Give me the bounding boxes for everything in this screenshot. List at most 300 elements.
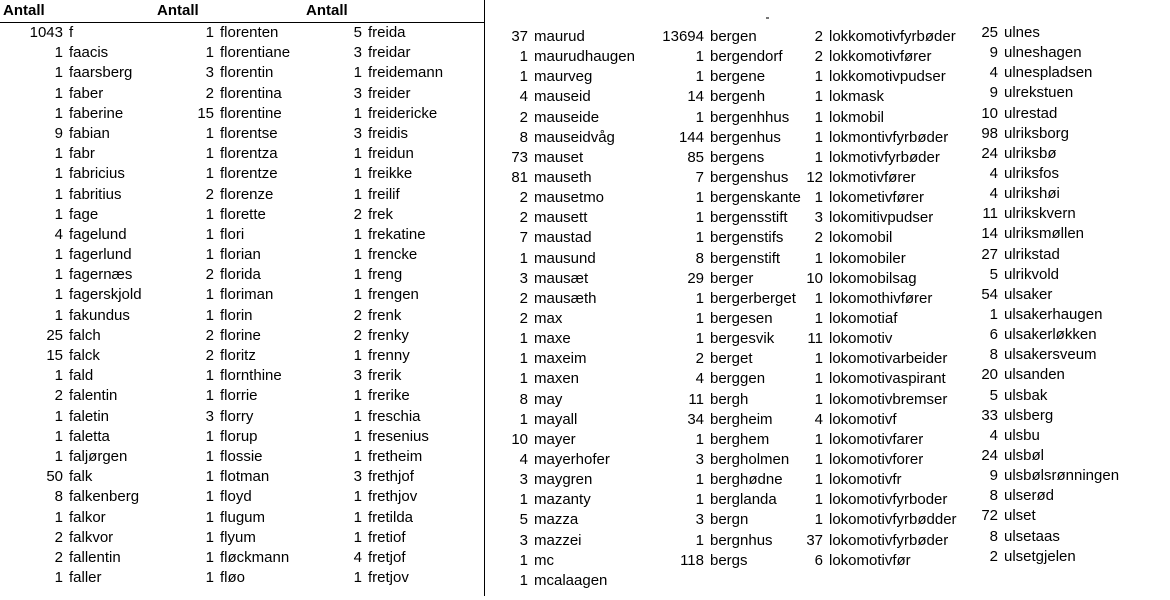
list-item [960, 43, 1119, 63]
list-item [490, 571, 635, 591]
name-value: lokomobilsag [829, 269, 917, 287]
count-value: 3 [814, 209, 823, 227]
list-item [800, 369, 957, 389]
clipped-text-fragment [766, 17, 769, 19]
count-value: 1 [814, 249, 823, 267]
name-value: faller [69, 569, 102, 587]
name-value: ulriksmøllen [1004, 225, 1085, 243]
right-column-4 [960, 23, 1119, 567]
count-value: 6 [989, 326, 998, 344]
count-value: 1 [353, 185, 362, 203]
list-item [490, 490, 635, 510]
count-value: 1 [814, 511, 823, 529]
name-value: florentine [220, 104, 282, 122]
count-value: 1 [205, 24, 214, 41]
count-value: 3 [205, 64, 214, 82]
name-value: lokomotivfyrbøder [829, 531, 949, 549]
count-value: 1 [205, 548, 214, 566]
name-value: ulrikvold [1004, 265, 1060, 283]
name-value: frek [368, 205, 394, 223]
name-value: bergens [710, 148, 765, 166]
count-value: 1 [519, 491, 528, 509]
count-value: 1 [353, 104, 362, 122]
name-value: freidar [368, 44, 411, 62]
count-value: 3 [519, 471, 528, 489]
count-value: 2 [519, 309, 528, 327]
name-value: ulsbak [1004, 386, 1048, 404]
name-value: lokometivfører [829, 189, 925, 207]
count-value: 2 [519, 189, 528, 207]
list-item [0, 487, 443, 507]
list-item [490, 410, 635, 430]
list-item [640, 551, 801, 571]
list-item [0, 225, 443, 245]
list-item [640, 188, 801, 208]
name-value: lokmotivfyrbøder [829, 148, 940, 166]
name-value: frenny [368, 347, 410, 364]
count-value: 1 [814, 350, 823, 368]
count-value: 4 [989, 64, 998, 82]
name-value: lokomotivaspirant [829, 370, 946, 388]
count-value: 2 [695, 350, 704, 368]
list-item [0, 124, 443, 144]
name-value: ulsaker [1004, 285, 1053, 303]
count-value: 1 [54, 407, 63, 425]
list-item [960, 164, 1119, 184]
count-value: 1 [353, 165, 362, 183]
count-value: 8 [519, 390, 528, 408]
count-value: 14 [687, 88, 704, 106]
name-value: frethjof [368, 468, 414, 486]
count-value: 2 [54, 528, 63, 546]
list-item [0, 43, 443, 63]
count-value: 2 [519, 289, 528, 307]
count-value: 24 [981, 144, 998, 162]
count-value: 4 [814, 410, 823, 428]
count-value: 1 [54, 44, 63, 62]
count-value: 1 [814, 289, 823, 307]
list-item [640, 430, 801, 450]
count-value: 1 [54, 185, 63, 203]
list-item [0, 205, 443, 225]
name-value: mausett [534, 209, 588, 227]
count-value: 1 [205, 387, 214, 405]
name-value: florentina [220, 84, 282, 102]
name-value: berggen [710, 370, 766, 388]
count-value: 1 [205, 569, 214, 587]
list-item [490, 228, 635, 248]
name-value: bergnhus [710, 531, 773, 549]
name-value: mausæt [534, 269, 589, 287]
name-value: ulsakerhaugen [1004, 305, 1103, 323]
name-value: ulnes [1004, 24, 1040, 41]
name-value: florry [220, 407, 254, 425]
name-value: maxe [534, 330, 571, 348]
list-item [0, 508, 443, 528]
name-value: lokomobil [829, 229, 893, 247]
count-value: 8 [54, 488, 63, 506]
count-value: 1 [205, 528, 214, 546]
count-value: 1 [695, 108, 704, 126]
count-value: 144 [678, 128, 704, 146]
name-value: fagerskjold [69, 286, 142, 304]
count-value: 1 [519, 370, 528, 388]
name-value: lokomotivforer [829, 450, 924, 468]
right-column-3 [800, 27, 957, 571]
name-value: florian [220, 246, 261, 264]
count-value: 1 [353, 286, 362, 304]
name-value: lokmotivfører [829, 168, 916, 186]
count-value: 1 [205, 367, 214, 385]
name-value: mazza [534, 511, 579, 529]
name-value: lokomitivpudser [829, 209, 934, 227]
list-item [0, 346, 443, 366]
name-value: florrie [220, 387, 258, 405]
list-item [0, 185, 443, 205]
name-value: ulriksbø [1004, 144, 1057, 162]
name-value: mayall [534, 410, 578, 428]
count-value: 7 [519, 229, 528, 247]
name-value: bergerberget [710, 289, 796, 307]
name-value: fretjof [368, 548, 406, 566]
name-value: faber [69, 84, 104, 102]
name-value: lokmontivfyrbøder [829, 128, 949, 146]
count-value: 13694 [662, 28, 704, 45]
list-item [490, 148, 635, 168]
list-item [640, 470, 801, 490]
name-value: ulset [1004, 507, 1036, 525]
name-value: florentin [220, 64, 274, 82]
name-value: florentse [220, 124, 278, 142]
count-value: 1 [353, 387, 362, 405]
list-item [0, 326, 443, 346]
count-value: 1 [54, 246, 63, 264]
count-value: 1 [814, 309, 823, 327]
list-item [960, 224, 1119, 244]
count-value: 1 [814, 128, 823, 146]
name-value: fløo [220, 569, 246, 587]
list-item [490, 450, 635, 470]
count-value: 2 [54, 387, 63, 405]
count-value: 2 [353, 306, 362, 324]
name-value: bergenhhus [710, 108, 790, 126]
list-item [640, 510, 801, 530]
list-item [640, 329, 801, 349]
name-value: lokomotiaf [829, 309, 898, 327]
name-value: freidemann [368, 64, 444, 82]
count-value: 2 [353, 326, 362, 344]
count-value: 81 [511, 168, 528, 186]
name-value: bergenstifs [710, 229, 784, 247]
name-value: frerik [368, 367, 402, 385]
count-value: 1 [814, 108, 823, 126]
name-value: lokomothivfører [829, 289, 933, 307]
left-table-panel [0, 0, 485, 596]
name-value: fagernæs [69, 266, 133, 284]
count-value: 4 [54, 225, 63, 243]
name-value: fabr [69, 145, 95, 163]
name-value: lokkomotivfører [829, 48, 932, 66]
count-value: 1 [353, 246, 362, 264]
name-value: frekatine [368, 225, 426, 243]
name-value: ulserød [1004, 487, 1055, 505]
count-value: 25 [46, 326, 63, 344]
count-value: 2 [814, 48, 823, 66]
count-value: 54 [981, 285, 998, 303]
name-value: lokmobil [829, 108, 885, 126]
list-item [490, 329, 635, 349]
count-value: 2 [989, 547, 998, 565]
name-value: mauseide [534, 108, 600, 126]
list-item [640, 208, 801, 228]
count-value: 1 [205, 44, 214, 62]
count-value: 15 [197, 104, 214, 122]
list-item [490, 249, 635, 269]
name-value: falk [69, 468, 93, 486]
count-value: 1 [205, 427, 214, 445]
list-item [0, 144, 443, 164]
name-value: bergenstift [710, 249, 781, 267]
count-value: 1 [814, 370, 823, 388]
name-value: flugum [220, 508, 266, 526]
count-value: 1 [519, 571, 528, 589]
list-item [490, 531, 635, 551]
name-value: ulsakersveum [1004, 346, 1097, 364]
list-item [490, 309, 635, 329]
count-value: 4 [695, 370, 704, 388]
name-value: mauseth [534, 168, 592, 186]
list-item [800, 128, 957, 148]
list-item [800, 47, 957, 67]
name-value: ulrekstuen [1004, 84, 1074, 102]
count-value: 1 [814, 390, 823, 408]
name-value: frerike [368, 387, 410, 405]
count-value: 1 [695, 430, 704, 448]
count-value: 4 [519, 450, 528, 468]
name-value: bergen [710, 28, 757, 45]
count-value: 2 [519, 209, 528, 227]
count-value: 3 [353, 44, 362, 62]
name-value: ulsbølsrønningen [1004, 467, 1120, 485]
list-item [800, 551, 957, 571]
name-value: fakundus [69, 306, 130, 324]
count-value: 1 [353, 347, 362, 364]
name-value: lokomotivfyrbødder [829, 511, 957, 529]
name-value: bergesen [710, 309, 773, 327]
name-value: fagelund [69, 225, 127, 243]
count-value: 5 [989, 265, 998, 283]
name-value: flossie [220, 447, 263, 465]
name-value: lokomotivfyrboder [829, 491, 948, 509]
list-item [800, 349, 957, 369]
count-value: 3 [695, 450, 704, 468]
count-value: 1 [814, 189, 823, 207]
name-value: fløckmann [220, 548, 290, 566]
name-value: bergenskante [710, 189, 801, 207]
name-value: faletin [69, 407, 110, 425]
name-value: bergene [710, 68, 766, 86]
list-item [490, 67, 635, 87]
name-value: mauset [534, 148, 584, 166]
name-value: frenky [368, 326, 409, 344]
count-value: 5 [519, 511, 528, 529]
list-item [800, 410, 957, 430]
count-value: 33 [981, 406, 998, 424]
count-value: 2 [814, 28, 823, 45]
name-value: frenk [368, 306, 402, 324]
name-value: bergesvik [710, 330, 775, 348]
name-value: floyd [220, 488, 252, 506]
name-value: faarsberg [69, 64, 133, 82]
count-value: 2 [519, 108, 528, 126]
name-value: faberine [69, 104, 124, 122]
count-value: 1 [54, 64, 63, 82]
count-value: 1 [695, 209, 704, 227]
count-value: 73 [511, 148, 528, 166]
count-value: 2 [54, 548, 63, 566]
count-value: 37 [806, 531, 823, 549]
name-value: mausæth [534, 289, 597, 307]
name-value: bergholmen [710, 450, 790, 468]
count-value: 1 [353, 407, 362, 425]
list-item [640, 47, 801, 67]
name-value: fabian [69, 124, 110, 142]
count-value: 1 [695, 48, 704, 66]
name-value: fage [69, 205, 99, 223]
list-item [490, 369, 635, 389]
count-value: 1 [519, 350, 528, 368]
name-value: fresenius [368, 427, 429, 445]
list-item [640, 27, 801, 47]
count-value: 1 [519, 249, 528, 267]
count-value: 1 [695, 471, 704, 489]
list-item [640, 289, 801, 309]
list-item [490, 27, 635, 47]
name-value: bergensstift [710, 209, 788, 227]
list-item [640, 269, 801, 289]
list-item [960, 426, 1119, 446]
name-value: bergenhus [710, 128, 781, 146]
count-value: 85 [687, 148, 704, 166]
count-value: 1 [519, 551, 528, 569]
name-value: mayerhofer [534, 450, 610, 468]
count-value: 1 [54, 447, 63, 465]
name-value: florine [220, 326, 261, 344]
name-value: florette [220, 205, 266, 223]
count-value: 1 [205, 508, 214, 526]
count-value: 1 [54, 205, 63, 223]
count-value: 14 [981, 225, 998, 243]
list-item [490, 289, 635, 309]
count-value: 7 [695, 168, 704, 186]
name-value: flornthine [220, 367, 282, 385]
count-value: 1 [205, 286, 214, 304]
name-value: ulsbøl [1004, 446, 1045, 464]
list-item [640, 309, 801, 329]
list-item [0, 548, 443, 568]
count-value: 4 [989, 185, 998, 203]
name-value: ulsberg [1004, 406, 1054, 424]
count-value: 1 [54, 145, 63, 163]
list-item [490, 47, 635, 67]
column-header-antall-3: Antall [306, 2, 348, 19]
count-value: 27 [981, 245, 998, 263]
name-value: fabricius [69, 165, 125, 183]
right-column-2 [640, 27, 801, 571]
name-value: berghem [710, 430, 770, 448]
list-item [0, 528, 443, 548]
count-value: 1 [54, 165, 63, 183]
list-item [490, 208, 635, 228]
name-value: mayer [534, 430, 576, 448]
name-value: ulsanden [1004, 366, 1065, 384]
list-item [800, 249, 957, 269]
list-item [0, 386, 443, 406]
list-item [640, 369, 801, 389]
name-value: ulsetgjelen [1004, 547, 1076, 565]
list-item [800, 148, 957, 168]
count-value: 1 [54, 286, 63, 304]
list-item [800, 309, 957, 329]
count-value: 1 [54, 84, 63, 102]
list-item [960, 345, 1119, 365]
name-value: maxen [534, 370, 580, 388]
count-value: 4 [989, 164, 998, 182]
count-value: 1 [353, 508, 362, 526]
count-value: 1 [353, 225, 362, 243]
list-item [960, 285, 1119, 305]
name-value: frengen [368, 286, 419, 304]
count-value: 1 [695, 229, 704, 247]
name-value: florentza [220, 145, 278, 163]
count-value: 3 [353, 468, 362, 486]
list-item [0, 366, 443, 386]
list-item [960, 245, 1119, 265]
count-value: 12 [806, 168, 823, 186]
count-value: 11 [807, 330, 823, 348]
list-item [800, 430, 957, 450]
name-value: floritz [220, 347, 256, 364]
list-item [490, 510, 635, 530]
count-value: 10 [806, 269, 823, 287]
name-value: mcalaagen [534, 571, 608, 589]
list-item [640, 228, 801, 248]
name-value: maurveg [534, 68, 593, 86]
count-value: 1 [814, 450, 823, 468]
name-value: max [534, 309, 563, 327]
list-item [640, 490, 801, 510]
name-value: maxeim [534, 350, 587, 368]
list-item [0, 245, 443, 265]
name-value: falkor [69, 508, 106, 526]
count-value: 1 [695, 330, 704, 348]
name-value: florenze [220, 185, 274, 203]
count-value: 25 [981, 24, 998, 41]
name-value: freschia [368, 407, 421, 425]
name-value: ulriksborg [1004, 124, 1070, 142]
name-value: bergenshus [710, 168, 789, 186]
count-value: 5 [353, 24, 362, 41]
name-value: fretheim [368, 447, 423, 465]
count-value: 1 [54, 569, 63, 587]
column-header-antall-2: Antall [157, 2, 199, 19]
count-value: 72 [981, 507, 998, 525]
list-item [490, 128, 635, 148]
count-value: 3 [353, 367, 362, 385]
count-value: 1 [205, 124, 214, 142]
list-item [640, 410, 801, 430]
list-item [800, 450, 957, 470]
